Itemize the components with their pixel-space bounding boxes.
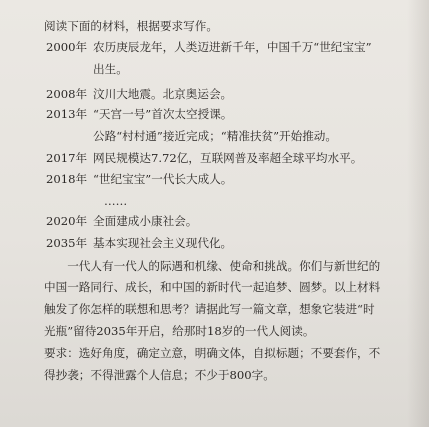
timeline-year: 2008年	[46, 87, 88, 101]
requirements-line: 要求：选好角度，确定立意，明确文体，自拟标题；不要套作，不	[44, 346, 381, 360]
timeline-event: 农历庚辰龙年，人类迈进新千年，中国千万“世纪宝宝”	[93, 40, 372, 54]
timeline-event: 全面建成小康社会。	[93, 214, 198, 228]
timeline-ellipsis: ……	[104, 194, 128, 208]
timeline-year: 2020年	[46, 214, 88, 228]
timeline-event: 汶川大地震。北京奥运会。	[93, 87, 233, 101]
page-shadow	[407, 0, 429, 427]
timeline-event: “世纪宝宝”一代长大成人。	[93, 172, 233, 186]
timeline-event: 基本实现社会主义现代化。	[93, 236, 233, 250]
timeline-year: 2018年	[46, 172, 88, 186]
timeline-event: 出生。	[93, 62, 128, 76]
prompt-paragraph-line: 触发了你怎样的联想和思考？请据此写一篇文章，想象它装进“时	[44, 302, 375, 316]
prompt-paragraph-line: 光瓶”留待2035年开启，给那时18岁的一代人阅读。	[44, 324, 315, 338]
timeline-year: 2035年	[46, 236, 88, 250]
timeline-event: “天宫一号”首次太空授课。	[93, 107, 233, 121]
timeline-year: 2000年	[46, 40, 88, 54]
prompt-paragraph-line: 一代人有一代人的际遇和机缘、使命和挑战。你们与新世纪的	[44, 259, 381, 273]
prompt-paragraph-line: 中国一路同行、成长，和中国的新时代一起追梦、圆梦。以上材料	[44, 280, 381, 294]
timeline-year: 2013年	[46, 107, 88, 121]
intro-text: 阅读下面的材料，根据要求写作。	[44, 19, 218, 33]
timeline-year: 2017年	[46, 151, 88, 165]
requirements-line: 得抄袭；不得泄露个人信息；不少于800字。	[44, 368, 275, 382]
timeline-event: 网民规模达7.72亿，互联网普及率超全球平均水平。	[93, 151, 363, 165]
timeline-event: 公路“村村通”接近完成；“精准扶贫”开始推动。	[93, 129, 337, 143]
